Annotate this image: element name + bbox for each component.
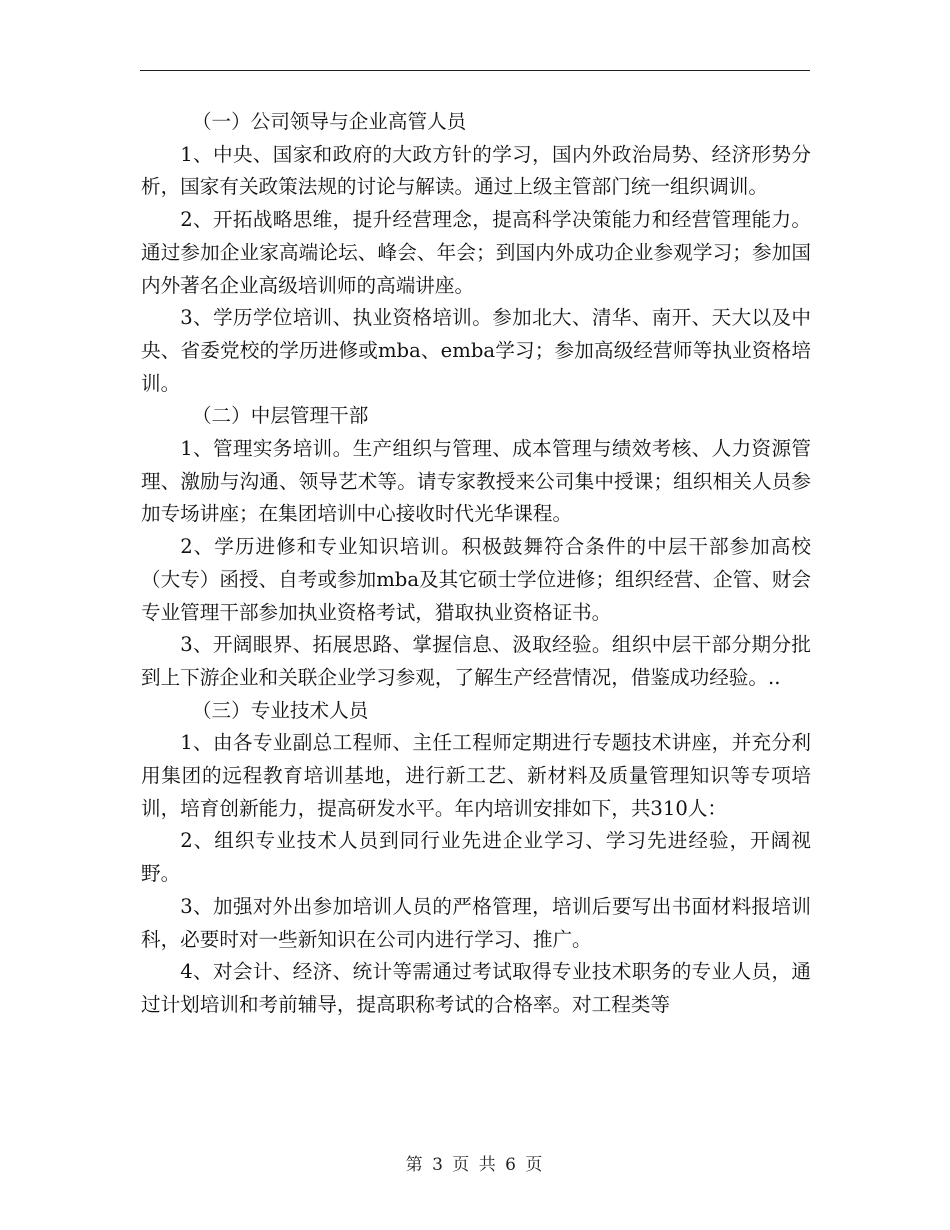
page-number-footer: 第 3 页 共 6 页 — [405, 1155, 545, 1175]
paragraph: 4、对会计、经济、统计等需通过考试取得专业技术职务的专业人员，通过计划培训和考前辅导，提高职称考试的合格率。对工程类等 — [141, 960, 811, 1016]
header-rule — [140, 70, 810, 71]
paragraph: 2、开拓战略思维，提升经营理念，提高科学决策能力和经营管理能力。通过参加企业家高端论坛、峰会、年会；到国内外成功企业参观学习；参加国内外著名企业高级培训师的高端讲座。 — [141, 208, 811, 297]
paragraph: 3、加强对外出参加培训人员的严格管理，培训后要写出书面材料报培训科，必要时对一些新知识在公司内进行学习、推广。 — [141, 894, 811, 951]
paragraph: 1、中央、国家和政府的大政方针的学习，国内外政治局势、经济形势分析，国家有关政策法规的讨论与解读。通过上级主管部门统一组织调训。 — [141, 142, 811, 199]
section-heading-2: （二）中层管理干部 — [191, 404, 369, 428]
section-heading-3: （三）专业技术人员 — [191, 698, 369, 722]
paragraph: 1、由各专业副总工程师、主任工程师定期进行专题技术讲座，并充分利用集团的远程教育培训基地，进行新工艺、新材料及质量管理知识等专项培训，培育创新能力，提高研发水平。年内培训安排如下，共310人： — [141, 731, 811, 820]
document-body — [141, 106, 811, 1022]
paragraph: 1、管理实务培训。生产组织与管理、成本管理与绩效考核、人力资源管理、激励与沟通、领导艺术等。请专家教授来公司集中授课；组织相关人员参加专场讲座；在集团培训中心接收时代光华课程。 — [141, 437, 811, 526]
paragraph: 3、学历学位培训、执业资格培训。参加北大、清华、南开、天大以及中央、省委党校的学历进修或mba、emba学习；参加高级经营师等执业资格培训。 — [141, 306, 811, 395]
section-heading-1: （一）公司领导与企业高管人员 — [191, 110, 467, 133]
paragraph: 2、学历进修和专业知识培训。积极鼓舞符合条件的中层干部参加高校（大专）函授、自考或参加mba及其它硕士学位进修；组织经营、企管、财会专业管理干部参加执业资格考试，猎取执业资格证书。 — [141, 535, 811, 624]
paragraph: 3、开阔眼界、拓展思路、掌握信息、汲取经验。组织中层干部分期分批到上下游企业和关联企业学习参观，了解生产经营情况，借鉴成功经验。.. — [141, 633, 811, 689]
paragraph: 2、组织专业技术人员到同行业先进企业学习、学习先进经验，开阔视野。 — [141, 829, 811, 886]
